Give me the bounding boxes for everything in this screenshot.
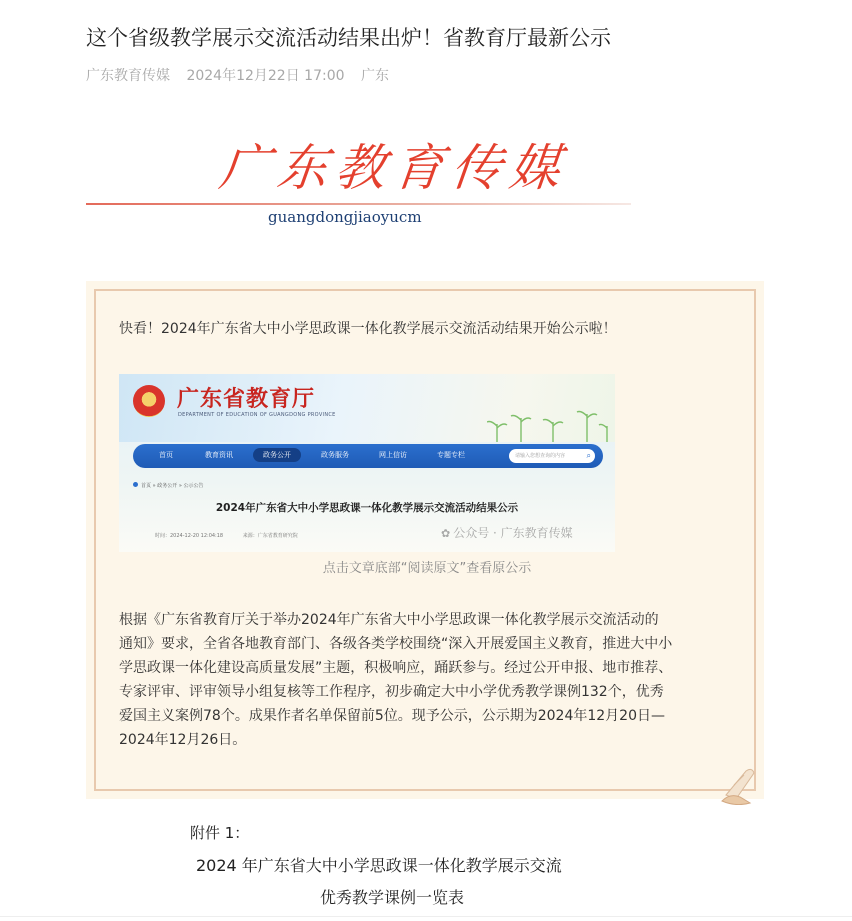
notice-body-line: 通知》要求，全省各地教育部门、各级各类学校围绕“深入开展爱国主义教育，推进大中小 (119, 636, 673, 652)
divider (0, 916, 852, 917)
announcement-screenshot[interactable] (119, 374, 615, 552)
notice-body (119, 608, 755, 752)
attachment-label: 附件 1： (190, 824, 250, 842)
wechat-icon: ✿ (441, 527, 451, 540)
location-pin-icon (133, 482, 138, 487)
screenshot-search-box (509, 449, 595, 463)
notice-body-line: 2024年12月26日。 (119, 732, 247, 748)
notice-body-line: 根据《广东省教育厅关于举办2024年广东省大中小学思政课一体化教学展示交流活动的 (119, 612, 659, 628)
brand-subtitle: guangdongjiaoyucm (268, 208, 422, 226)
notice-body-line: 爱国主义案例78个。成果作者名单保留前5位。现予公示，公示期为2024年12月20日— (119, 708, 665, 724)
screenshot-breadcrumb (133, 482, 203, 489)
attachment-title-line-1: 2024 年广东省大中小学思政课一体化教学展示交流 (196, 856, 562, 875)
search-icon: ⌕ (586, 451, 591, 460)
brand-banner (86, 110, 631, 235)
screenshot-watermark (441, 524, 573, 541)
article-title: 这个省级教学展示交流活动结果出炉！省教育厅最新公示 (86, 26, 611, 50)
article-author-link[interactable]: 广东教育传媒 (86, 68, 170, 84)
screenshot-nav-services: 政务服务 (321, 451, 349, 459)
article-location: 广东 (360, 68, 389, 84)
screenshot-headline: 2024年广东省大中小学思政课一体化教学展示交流活动结果公示 (215, 502, 519, 514)
sprouts-icon (487, 402, 615, 442)
screenshot-nav-bar (133, 444, 603, 468)
paper-scroll-icon (720, 765, 758, 805)
screenshot-nav-news: 教育资讯 (205, 451, 233, 459)
notice-lead: 快看！2024年广东省大中小学思政课一体化教学展示交流活动结果开始公示啦！ (119, 321, 617, 337)
screenshot-time: 时间：2024-12-20 12:04:18 (155, 533, 224, 539)
screenshot-meta (155, 532, 316, 539)
screenshot-search-placeholder: 请输入您想查询的内容 (515, 453, 566, 459)
department-english-name: DEPARTMENT OF EDUCATION OF GUANGDONG PROVINCE (178, 412, 336, 418)
screenshot-nav-petition: 网上信访 (379, 451, 407, 459)
notice-box (86, 281, 764, 799)
department-name: 广东省教育厅 (177, 387, 316, 412)
article-datetime: 2024年12月22日 17:00 (186, 68, 345, 84)
notice-frame (94, 289, 756, 791)
attachment-title-line-2: 优秀教学课例一览表 (320, 888, 465, 907)
screenshot-breadcrumb-text: 首页 » 政务公开 » 公示公告 (141, 483, 204, 489)
brand-logo: 广东教育传媒 (216, 139, 571, 197)
screenshot-nav-topics: 专题专栏 (437, 451, 465, 459)
article-meta (86, 66, 401, 86)
screenshot-nav-gov-affairs: 政务公开 (253, 448, 301, 462)
screenshot-source: 来源：广东省教育研究院 (242, 533, 298, 539)
notice-body-line: 学思政课一体化建设高质量发展”主题，积极响应，踊跃参与。经过公开申报、地市推荐、 (119, 660, 673, 676)
screenshot-nav-home: 首页 (159, 451, 173, 459)
screenshot-watermark-text: 公众号 · 广东教育传媒 (453, 526, 573, 540)
screenshot-caption: 点击文章底部“阅读原文”查看原公示 (322, 561, 532, 576)
brand-divider (86, 203, 631, 205)
notice-body-line: 专家评审、评审领导小组复核等工作程序，初步确定大中小学优秀教学课例132个，优秀 (119, 684, 664, 700)
national-emblem-icon (133, 385, 165, 417)
